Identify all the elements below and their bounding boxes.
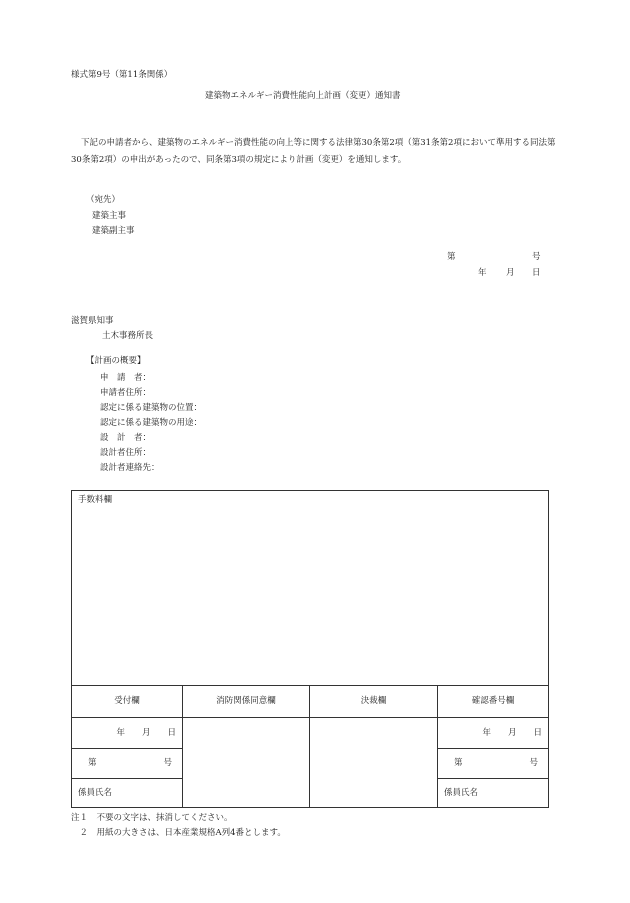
confirmation-number-suffix: 号 [529, 758, 538, 769]
field-applicant-address: 申請者住所： [100, 388, 152, 398]
confirmation-number-header: 確認番号欄 [438, 686, 549, 718]
fire-consent-header: 消防関係同意欄 [183, 686, 310, 718]
fee-table [71, 490, 549, 808]
field-building-use: 認定に係る建築物の用途： [100, 418, 203, 428]
field-designer-address: 設計者住所： [100, 448, 152, 458]
approval-header: 決裁欄 [310, 686, 438, 718]
date-month: 月 [506, 268, 515, 278]
fire-consent-cell [183, 718, 310, 808]
date-year: 年 [478, 268, 487, 278]
field-applicant: 申 請 者： [100, 373, 152, 383]
field-designer-contact: 設計者連絡先： [100, 463, 160, 473]
reception-number-prefix: 第 [88, 758, 97, 769]
confirmation-date: 年 月 日 [438, 718, 549, 749]
reception-number [72, 749, 183, 779]
confirmation-staff-name: 係員氏名 [438, 779, 549, 808]
document-title: 建築物エネルギー消費性能向上計画（変更）通知書 [205, 91, 401, 101]
form-number: 様式第9号（第11条関係） [71, 70, 173, 80]
intro-paragraph: 下記の申請者から、建築物のエネルギー消費性能の向上等に関する法律第30条第2項（第31条第2項において準用する同法第30条第2項）の申出があったので、同条第3項の規定により計画（変更）を通知します。 [71, 138, 556, 165]
field-designer: 設 計 者： [100, 433, 152, 443]
outline-heading: 【計画の概要】 [86, 356, 146, 366]
field-building-location: 認定に係る建築物の位置： [100, 403, 203, 413]
date-day: 日 [532, 268, 541, 278]
approval-cell [310, 718, 438, 808]
note-2: ２ 用紙の大きさは、日本産業規格A列4番とします。 [71, 828, 286, 838]
doc-number-suffix: 号 [532, 252, 541, 262]
doc-number-prefix: 第 [447, 252, 456, 262]
issuer-prefecture: 滋賀県知事 [71, 316, 114, 326]
note-1: 注１ 不要の文字は、抹消してください。 [71, 813, 233, 823]
fee-cell [72, 491, 549, 686]
addressee-deputy-official: 建築副主事 [92, 226, 135, 236]
addressee-heading: （宛先） [86, 195, 121, 205]
issuer-office: 土木事務所長 [102, 331, 154, 341]
reception-header: 受付欄 [72, 686, 183, 718]
fee-label: 手数料欄 [78, 495, 113, 505]
reception-number-suffix: 号 [163, 758, 172, 769]
reception-staff-name: 係員氏名 [72, 779, 183, 808]
reception-date: 年 月 日 [72, 718, 183, 749]
confirmation-number [438, 749, 549, 779]
confirmation-number-prefix: 第 [454, 758, 463, 769]
addressee-building-official: 建築主事 [92, 211, 127, 221]
